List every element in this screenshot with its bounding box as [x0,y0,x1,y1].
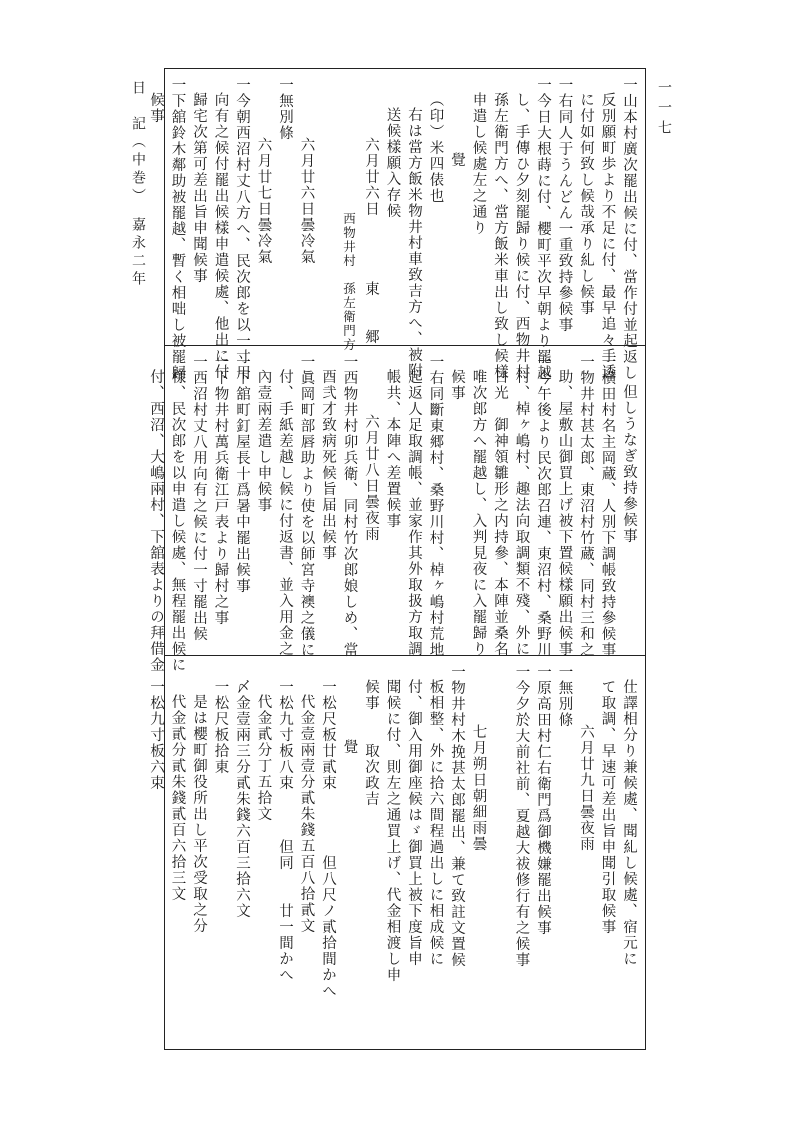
text-column: 日光 御神領雛形之内持參、本陣並桑名 [492,369,508,657]
text-column: 一今夕於大前社前、夏越大祓修行有之候事 [513,664,530,968]
text-band-bottom [148,656,645,1049]
text-column: 付、西沼、大嶋兩村、下舘表よりの拜借金 [148,369,164,673]
text-column: 付、手紙差越し候に付返書、並入用金之 [277,369,293,657]
text-column: 反別願町歩より不足に付、最早追々手透 [599,92,616,380]
text-column: 一西沼村丈八用向有之候に付一寸罷出候 [191,354,207,642]
text-column: 一無別條 [277,77,293,141]
text-column: 六月廿八日曇夜雨 [363,414,379,542]
text-column: 一松九寸板八束 但同 廿一間かへ [277,679,293,983]
text-band-top [148,69,645,381]
text-column: 一横田村名主岡蔵、人別下調帳致持參候事 [599,354,616,658]
text-column: 一松尺板拾東 [212,679,229,775]
text-column: 代金貳分丁五拾文 [255,694,272,822]
text-column: 一松尺板廿貳束 但八尺ノ貳拾間かへ [320,679,336,999]
text-column: し、手傳ひ夕刻罷歸り候に付、西物井村 [513,92,530,380]
text-column: 仕譯相分り兼候處、聞糺し候處、宿元に [621,679,637,967]
text-frame [148,68,646,1050]
text-column: 六月廿六日曇冷氣 [298,137,315,265]
text-column: 一右同斷東郷村、桑野川村、棹ヶ嶋村荒地 [427,354,444,658]
text-column: 六月廿九日曇夜雨 [578,724,594,852]
text-column: 一下物井村萬兵衛江戸表より歸村之事 [212,354,229,626]
text-column: て取調、早速可差出旨申聞引取候事 [599,679,616,935]
text-column: 向有之候付罷出候樣申遣候處、他出に付 [212,92,229,380]
text-column: 起返人足取調帳、並家作其外取扱方取調 [406,369,422,657]
text-column: 一眞岡町部唇助より使を以師宮寺襖之儀に [298,354,315,658]
text-column: （印）米四俵也 [427,92,444,204]
text-column: 六月廿六日 東 郷 [363,137,379,345]
text-column: 候事 [148,92,164,124]
text-column: 唯次郎方へ罷越し、入判見夜に入罷歸り [470,369,487,657]
text-column: 歸宅次第可差出旨申聞候事 [191,92,207,284]
text-column: 聞候に付、則左之通買上げ、代金相渡し申 [384,679,401,983]
text-column: 代金貳分貳朱錢貳百六拾三文 [169,694,186,902]
text-column: 送候樣願入存候 [384,107,401,219]
text-column: 一今午後より民次郎召連、東沼村、桑野川 [535,354,551,658]
text-column: 孫左衛門方へ、當方飯米車出し致し候樣 [492,92,508,380]
text-column: 一下舘鈴木鄰助被罷越、暫く相咄し被罷歸 [169,77,186,381]
text-column [317,77,339,381]
text-column: 候事 取次政吉 [363,679,379,807]
text-column: 〆金壹兩三分貳朱錢六百三拾六文 [234,679,250,919]
text-column: 助、屋敷山御買上げ被下置候樣願出候事 [556,369,573,657]
text-column [489,664,511,999]
text-column: 一物井村木挽甚太郎罷出、兼て致註文置候 [449,664,465,968]
text-column: 酉弐才致病死候旨届出候事 [320,369,336,561]
text-column: 付、御入用御座候はゞ御買上被下度旨申 [406,679,422,967]
text-column: 村、棹ヶ嶋村、趣法向取調類不殘、外に [513,369,530,657]
text-column: 一無別條 [556,664,573,728]
text-column: 七月朔日朝細雨曇 [470,724,487,852]
text-column: 一山本村廣次罷出候に付、當作付並起返し [621,77,637,381]
page-number: 一一七 [656,80,672,140]
text-column: 一今朝西沼村丈八方へ、民次郎を以一寸用 [234,77,250,381]
text-column: 候事 [449,369,465,401]
text-column: 覺 [449,152,465,168]
text-column: 申遣し候處左之通り [470,92,487,236]
text-column: 覺 [341,739,358,755]
text-band-middle [148,346,645,673]
text-column: 帳共、本陣へ差置候事 [384,369,401,529]
text-column: に付如何致し候哉承り糺し候事 [578,92,594,316]
text-column: 右は當方飯米物井村車致吉方へ、被附 [406,107,422,379]
text-column: 一西物井村卯兵衛、同村竹次郎娘しめ、當 [341,354,358,658]
text-column: 板相整、外に拾六間程過出しに相成候に [427,679,444,967]
running-header: 日 記（中巻） 嘉永二年 [130,80,146,289]
text-column: 但しうなぎ致持參候事 [621,384,637,544]
text-column: 內壹兩差遣し申候事 [255,369,272,513]
text-column: 一原高田村仁右衛門爲御機嫌罷出候事 [535,664,551,936]
text-column: 一右同人于うんどん一重致持參候事 [556,77,573,333]
text-column: 一物井村甚太郎、東沼村竹蔵、同村三和之 [578,354,594,658]
text-column: 西物井村 孫左衛門方 [341,212,357,352]
text-column: 一松九寸板六束 [148,679,164,791]
text-column: 一今日大根蒔に付、櫻町平次早朝より罷越 [535,77,551,381]
text-column: 是は櫻町御役所出し平次受取之分 [191,694,207,934]
text-column: 六月廿七日曇冷氣 [255,137,272,265]
text-column: 代金壹兩壹分貳朱錢五百八拾貳文 [298,694,315,934]
text-column: 一下舘町釘屋長十爲暑中罷出候事 [234,354,250,594]
text-column: 樣、民次郎を以申遣し候處、無程罷出候に [169,369,186,673]
